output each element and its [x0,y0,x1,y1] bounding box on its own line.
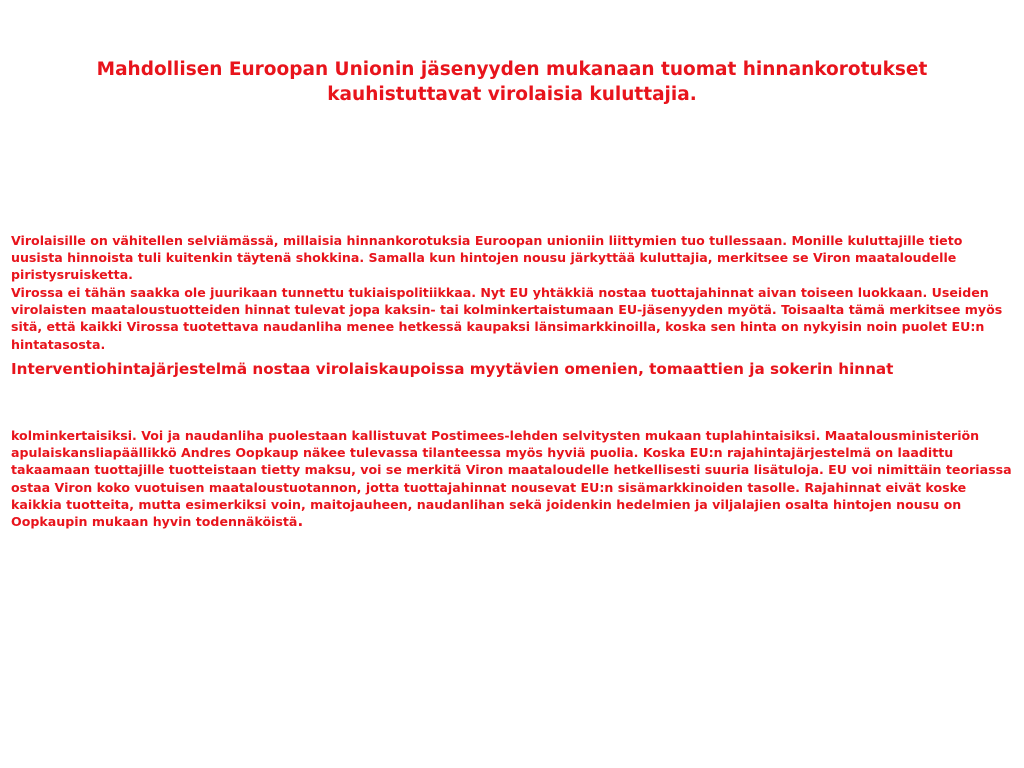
document-title: Mahdollisen Euroopan Unionin jäsenyyden mukanaan tuomat hinnankorotukset kauhistuttavat virolaisia kuluttajia. [96,59,928,105]
paragraph-price-effects-end: . [297,512,304,531]
intervention-heading: Interventiohintajärjestelmä nostaa virolaiskaupoissa myytävien omenien, tomaattien ja sokerin hinnat [11,360,894,378]
paragraph-subsidy-policy: Virossa ei tähän saakka ole juurikaan tunnettu tukiaispolitiikkaa. Nyt EU yhtäkkiä nostaa tuottajahinnat aivan toiseen luokkaan. Useiden virolaisten maataloustuotteiden hinnat tulevat jopa kaksin- tai kolminkertaistumaan EU-jäsenyyden myötä. Toisaalta tämä merkitsee myös sitä, että kaikki Virossa tuotettava naudanliha menee hetkessä kaupaksi länsimarkkinoilla, koska sen hinta on nykyisin noin puolet EU:n hintatasosta. [11,285,1003,352]
paragraph-intro: Virolaisille on vähitellen selviämässä, millaisia hinnankorotuksia Euroopan unioniin liittymien tuo tullessaan. Monille kuluttajille tieto uusista hinnoista tuli kuitenkin täytenä shokkina. Samalla kun hintojen nousu järkyttää kuluttajia, merkitsee se Viron maataloudelle piristysruisketta. [11,233,963,283]
paragraph-price-effects [11,427,1016,530]
paragraph-price-effects-text: kolminkertaisiksi. Voi ja naudanliha puolestaan kallistuvat Postimees-lehden selvitysten mukaan tuplahintaisiksi. Maatalousministeriön apulaiskansliapäällikkö Andres Oopkaup näkee tulevassa tilanteessa myös hyviä puolia. Koska EU:n rajahintajärjestelmä on laadittu takaamaan tuottajille tuotteistaan tietty maksu, voi se merkitä Viron maataloudelle hetkellisesti suuria lisätuloja. EU voi nimittäin teoriassa ostaa Viron koko vuotuisen maataloustuotannon, jotta tuottajahinnat nousevat EU:n sisämarkkinoiden tasolle. Rajahinnat eivät koske kaikkia tuotteita, mutta esimerkiksi voin, maitojauheen, naudanlihan sekä joidenkin hedelmien ja viljalajien osalta hintojen nousu on Oopkaupin mukaan hyvin todennäköistä [11,428,1012,530]
